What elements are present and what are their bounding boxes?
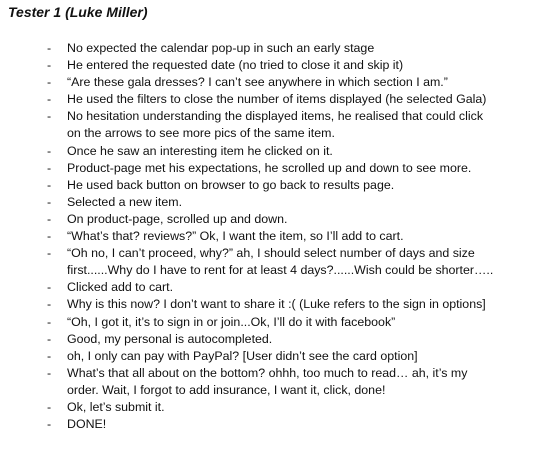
observation-text-line: oh, I only can pay with PayPal? [User didn’t see the card option]	[67, 348, 418, 363]
observation-text-line: On product-page, scrolled up and down.	[67, 211, 288, 226]
observation-text-line: He entered the requested date (no tried to close it and skip it)	[67, 58, 404, 73]
observation-text-line: “What’s that? reviews?” Ok, I want the item, so I’ll add to cart.	[67, 229, 404, 244]
observation-item	[0, 57, 543, 74]
bullet-dash: -	[47, 365, 52, 380]
observation-text-line: order. Wait, I forgot to add insurance, I want it, click, done!	[67, 382, 386, 397]
bullet-dash: -	[47, 246, 52, 261]
bullet-dash: -	[47, 41, 52, 55]
observation-item	[0, 40, 543, 57]
observation-text-line: Once he saw an interesting item he clicked on it.	[67, 143, 333, 158]
bullet-dash: -	[47, 58, 52, 73]
observation-text-line: He used back button on browser to go back to results page.	[67, 177, 395, 192]
observation-text-line: DONE!	[67, 417, 107, 432]
bullet-dash: -	[47, 417, 52, 432]
bullet-dash: -	[47, 194, 52, 209]
observation-list	[0, 40, 543, 433]
bullet-dash: -	[47, 75, 52, 90]
observation-item	[0, 194, 543, 211]
observation-item	[0, 211, 543, 228]
observation-item	[0, 160, 543, 177]
bullet-dash: -	[47, 399, 52, 414]
observation-item	[0, 279, 543, 296]
observation-text-line: No expected the calendar pop-up in such an early stage	[67, 41, 375, 55]
bullet-dash: -	[47, 109, 52, 124]
observation-text-line: Ok, let’s submit it.	[67, 399, 165, 414]
bullet-dash: -	[47, 314, 52, 329]
observation-item	[0, 296, 543, 313]
observation-item	[0, 348, 543, 365]
observation-item	[0, 365, 543, 399]
observation-text-line: Product-page met his expectations, he scrolled up and down to see more.	[67, 160, 472, 175]
bullet-dash: -	[47, 92, 52, 107]
bullet-dash: -	[47, 297, 52, 312]
observation-item	[0, 245, 543, 279]
observation-item	[0, 91, 543, 108]
observation-item	[0, 108, 543, 142]
observation-item	[0, 74, 543, 91]
observation-text-line: No hesitation understanding the displayed items, he realised that could click	[67, 109, 484, 124]
document-title: Tester 1 (Luke Miller)	[8, 4, 148, 20]
bullet-dash: -	[47, 229, 52, 244]
bullet-dash: -	[47, 160, 52, 175]
observation-item	[0, 143, 543, 160]
observation-item	[0, 177, 543, 194]
bullet-dash: -	[47, 143, 52, 158]
observation-text-line: “Oh, I got it, it’s to sign in or join...Ok, I’ll do it with facebook”	[67, 314, 396, 329]
observation-text-line: He used the filters to close the number of items displayed (he selected Gala)	[67, 92, 487, 107]
observation-item	[0, 416, 543, 433]
observation-item	[0, 399, 543, 416]
observation-item	[0, 314, 543, 331]
observation-item	[0, 228, 543, 245]
observation-text-line: “Oh no, I can’t proceed, why?” ah, I should select number of days and size	[67, 246, 475, 261]
observation-text-line: on the arrows to see more pics of the same item.	[67, 126, 335, 141]
observation-text-line: What’s that all about on the bottom? ohhh, too much to read… ah, it’s my	[67, 365, 468, 380]
observation-text-line: Good, my personal is autocompleted.	[67, 331, 273, 346]
bullet-dash: -	[47, 348, 52, 363]
observation-text-line: Why is this now? I don’t want to share it :( (Luke refers to the sign in options]	[67, 297, 486, 312]
observation-text-line: Selected a new item.	[67, 194, 183, 209]
observation-text-line: Clicked add to cart.	[67, 280, 174, 295]
bullet-dash: -	[47, 280, 52, 295]
observation-text-line: “Are these gala dresses? I can’t see anywhere in which section I am.”	[67, 75, 448, 90]
observation-item	[0, 331, 543, 348]
bullet-dash: -	[47, 211, 52, 226]
bullet-dash: -	[47, 331, 52, 346]
observation-text-line: first......Why do I have to rent for at least 4 days?......Wish could be shorter…..	[67, 263, 494, 278]
bullet-dash: -	[47, 177, 52, 192]
